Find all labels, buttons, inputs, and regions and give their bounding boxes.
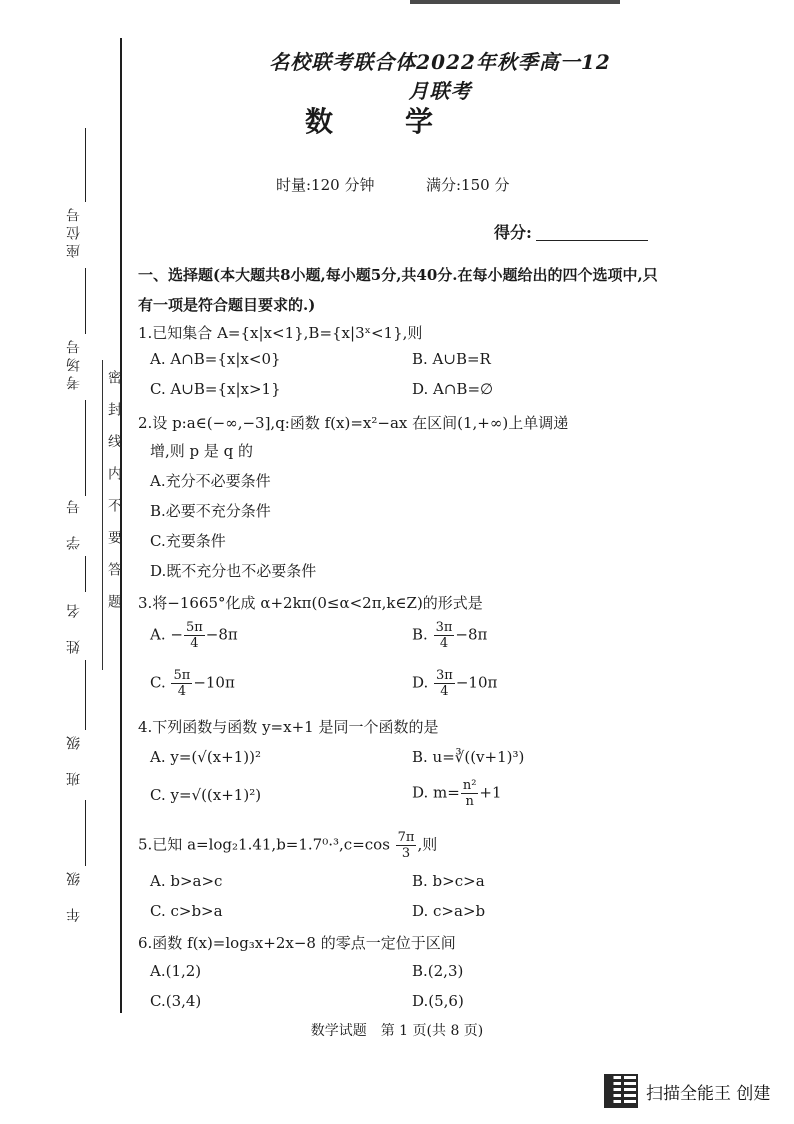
name-underline bbox=[85, 556, 86, 592]
seat-underline bbox=[85, 128, 86, 202]
q1-option-d: D. A∩B=∅ bbox=[412, 380, 494, 398]
q5-den: 3 bbox=[401, 846, 411, 861]
q6-option-a: A.(1,2) bbox=[150, 962, 202, 980]
seal-warning: 密封线内不要答题 bbox=[106, 370, 122, 626]
q3-d-tail: −10π bbox=[455, 673, 498, 692]
qr-code-icon bbox=[604, 1074, 638, 1108]
studentno-underline bbox=[85, 400, 86, 496]
q3-d-fraction bbox=[434, 668, 455, 699]
q2-stem-line2: 增,则 p 是 q 的 bbox=[150, 442, 254, 460]
q3-a-num: 5π bbox=[185, 620, 203, 635]
q3-option-a bbox=[150, 620, 238, 651]
scan-artifact bbox=[410, 0, 620, 4]
q1-option-c: C. A∪B={x|x>1} bbox=[150, 380, 281, 398]
full-score: 满分:150 分 bbox=[426, 176, 510, 194]
page-footer: 数学试题 第 1 页(共 8 页) bbox=[310, 1023, 484, 1039]
name-label: 姓 名 bbox=[66, 600, 82, 654]
section-heading: 一、选择题(本大题共8小题,每小题5分,共40分.在每小题给出的四个选项中,只有一项是符合题目要求的.) bbox=[138, 266, 658, 314]
q3-b-num: 3π bbox=[435, 620, 453, 635]
q3-d-num: 3π bbox=[436, 668, 453, 683]
q3-c-tail: −10π bbox=[193, 673, 235, 692]
exam-room-label: 考场号 bbox=[66, 336, 82, 390]
q3-b-den: 4 bbox=[439, 636, 449, 651]
q3-d-label: D. bbox=[412, 673, 434, 692]
q4-option-c: C. y=√((x+1)²) bbox=[150, 786, 262, 804]
q2-option-d: D.既不充分也不必要条件 bbox=[150, 562, 317, 580]
q4-d-num: n² bbox=[462, 778, 477, 793]
q1-stem: 1.已知集合 A={x|x<1},B={x|3ˣ<1},则 bbox=[138, 324, 423, 342]
q3-option-c bbox=[150, 668, 235, 699]
q5-num: 7π bbox=[397, 830, 415, 845]
q2-option-b: B.必要不充分条件 bbox=[150, 502, 271, 520]
q5-stem-pre: 5.已知 a=log₂1.41,b=1.7⁰·³,c=cos bbox=[138, 835, 395, 854]
q6-option-d: D.(5,6) bbox=[412, 992, 464, 1010]
q5-stem-post: ,则 bbox=[417, 835, 438, 854]
class-label: 班 级 bbox=[66, 732, 82, 786]
q4-option-a: A. y=(√(x+1))² bbox=[150, 748, 261, 766]
q4-d-label: D. m= bbox=[412, 783, 460, 802]
binding-inner-line bbox=[102, 360, 103, 670]
q3-c-label: C. bbox=[150, 673, 171, 692]
score-label: 得分: bbox=[494, 223, 532, 242]
q6-stem: 6.函数 f(x)=log₃x+2x−8 的零点一定位于区间 bbox=[138, 934, 456, 952]
q3-d-den: 4 bbox=[440, 684, 449, 699]
duration: 时量:120 分钟 bbox=[276, 176, 375, 194]
q5-option-d: D. c>a>b bbox=[412, 902, 486, 920]
q3-b-label: B. bbox=[412, 625, 433, 644]
q5-stem bbox=[138, 830, 437, 861]
q3-option-d bbox=[412, 668, 497, 699]
q5-option-b: B. b>c>a bbox=[412, 872, 485, 890]
scanner-watermark bbox=[604, 1074, 770, 1108]
q3-a-tail: −8π bbox=[205, 625, 238, 644]
q2-stem-line1: 2.设 p:a∈(−∞,−3],q:函数 f(x)=x²−ax 在区间(1,+∞)上单调递 bbox=[138, 414, 569, 432]
watermark-text: 扫描全能王 创建 bbox=[646, 1083, 771, 1104]
q3-stem: 3.将−1665°化成 α+2kπ(0≤α<2π,k∈Z)的形式是 bbox=[138, 594, 483, 612]
q3-b-fraction bbox=[434, 620, 455, 651]
q3-a-den: 4 bbox=[190, 636, 199, 651]
q5-option-a: A. b>a>c bbox=[150, 872, 223, 890]
q1-option-b: B. A∪B=R bbox=[412, 350, 491, 368]
q6-option-c: C.(3,4) bbox=[150, 992, 202, 1010]
q4-option-d bbox=[412, 778, 502, 809]
q3-a-label: A. − bbox=[150, 625, 183, 644]
q1-option-a: A. A∩B={x|x<0} bbox=[150, 350, 281, 368]
q3-c-den: 4 bbox=[177, 684, 187, 699]
q4-option-b: B. u=∛((v+1)³) bbox=[412, 748, 525, 766]
grade-label: 年 级 bbox=[66, 868, 82, 922]
q6-option-b: B.(2,3) bbox=[412, 962, 464, 980]
q5-fraction bbox=[396, 830, 417, 861]
score-blank bbox=[536, 240, 648, 241]
room-underline bbox=[85, 268, 86, 334]
q3-option-b bbox=[412, 620, 487, 651]
q3-b-tail: −8π bbox=[455, 625, 488, 644]
grade-underline bbox=[85, 800, 86, 866]
q5-option-c: C. c>b>a bbox=[150, 902, 223, 920]
q4-d-tail: +1 bbox=[479, 783, 502, 802]
class-underline bbox=[85, 660, 86, 730]
exam-title: 名校联考联合体2022年秋季高一12月联考 bbox=[269, 50, 611, 103]
q4-d-fraction bbox=[461, 778, 479, 809]
student-no-label: 学 号 bbox=[66, 496, 82, 550]
subject-title: 数 学 bbox=[304, 105, 455, 138]
q2-option-c: C.充要条件 bbox=[150, 532, 226, 550]
seat-no-label: 座位号 bbox=[66, 204, 82, 258]
q4-d-den: n bbox=[465, 794, 474, 809]
q3-a-fraction bbox=[184, 620, 205, 651]
q3-c-num: 5π bbox=[173, 668, 191, 683]
q4-stem: 4.下列函数与函数 y=x+1 是同一个函数的是 bbox=[138, 718, 439, 736]
score-field bbox=[494, 220, 648, 243]
q3-c-fraction bbox=[171, 668, 192, 699]
q2-option-a: A.充分不必要条件 bbox=[150, 472, 271, 490]
